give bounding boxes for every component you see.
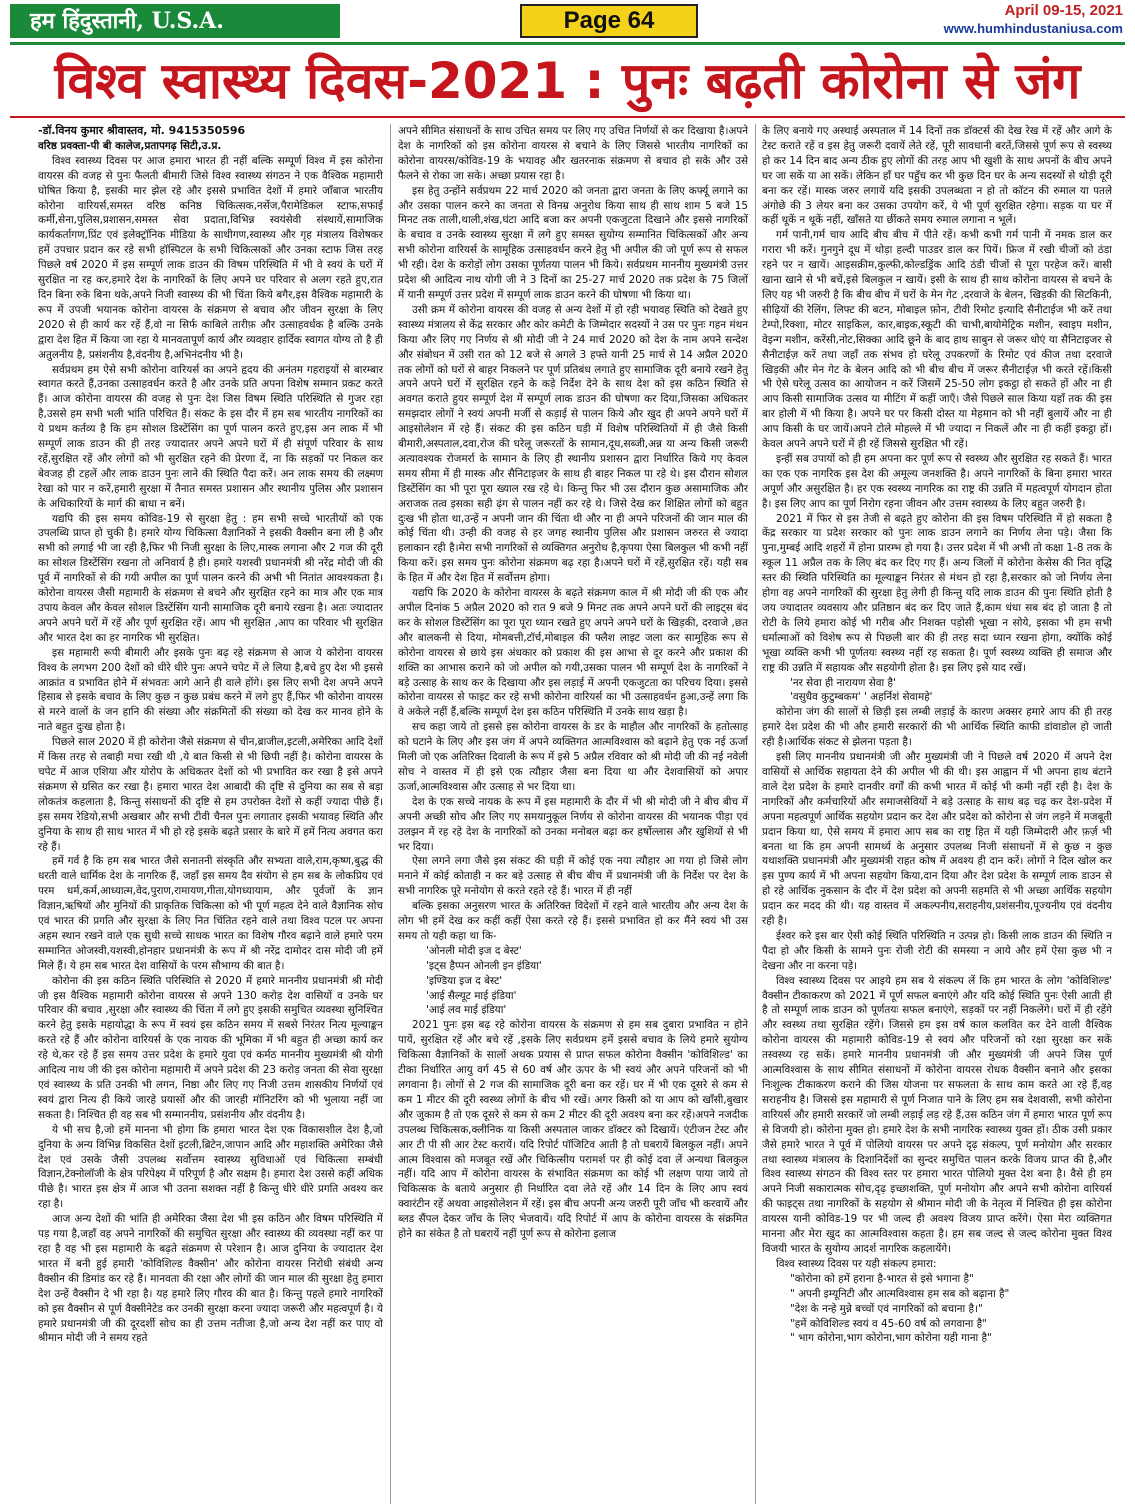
- paragraph: सच कहा जाये तो इससे इस कोरोना वायरस के डर के माहौल और नागरिकों के हतोत्साह को घटाने के लिए और इस जंग में अपने व्यक्तिगत आत्मविश्वास को बढ़ाने हेतु एक नई ऊर्जा मिली जो एक अतिरिक्त दिवाली के रूप में इसे 5 अप्रैल रविवार को श्री मोदी जी की नई नवेली सोच ने वास्तव में ही इसे एक त्यौहार जैसा बना दिया था और देशवासियों को अपार ऊर्जा,आत्मविश्वास और उत्साह से भर दिया था।: [398, 721, 748, 793]
- article-headline: विश्व स्वास्थ्य दिवस-2021 : पुनः बढ़ती कोरोना से जंग: [54, 52, 1081, 110]
- slogan-quote: "हमें कोविशिल्ड स्वयं व 45-60 वर्ष को लगवाना है": [790, 1317, 987, 1330]
- paragraph: विश्व स्वास्थ्य दिवस पर आइये हम सब ये संकल्प लें कि हम भारत के लोग 'कोविशिल्ड' वैक्सीन टीकाकरण को 2021 में पूर्ण सफल बनाएंगे और यदि कोई स्थिति पुनः ऐसी आती ही है तो सम्पूर्ण लाक डाउन को पूर्णतयः सफल बनाएंगे, सड़कों पर नहीं निकलेंगे। घरों में ही रहेंगे और स्वस्थ्य तथा सुरक्षित रहेंगे। जिससे हम इस वर्ष काल कलवित कर देने वाली वैश्विक कोरोना वायरस की महामारी कोविड-19 से स्वयं और परिजनों को रक्षा सुरक्षा कर सकें तस्वस्थ्य रह सकें। हमारे माननीय प्रधानमंत्री जी और मुख्यमंत्री जी अपने जिस पूर्ण आत्मविश्वास के साथ सीमित संसाधनों में कोरोना वायरस रोधक वैक्सीन बनाने और इसका निःशुल्क टीकाकरण कराने की जिस योजना पर सफलता के साथ काम करते आ रहे हैं,वह सराहनीय है। जिससे इस महामारी से पूर्ण निजात पाने के लिए हम सब देशवासी, सभी कोरोना वारियर्स और हमारी सरकारें जो लम्बी लड़ाई लड़ रहे हैं,उस कठिन जंग में हमारा भारत पूर्ण रूप से विजयी हो। कोरोना मुक्त हो। हमारे देश के सभी नागरिक स्वास्थ्य युक्त हों। ठीक उसी प्रकार जैसे हमारे भारत ने पूर्व में पोलियो वायरस पर अपने दृढ़ संकल्प, पूर्ण मनोयोग और सरकार तथा स्वास्थ्य मंत्रालय के दिशानिर्देशों का सुन्दर समुचित पालन करके विजय प्राप्त की है,और विश्व स्वास्थ्य संगठन की विश्व स्तर पर हमारा भारत पोलियो मुक्त देश बना है। वैसे ही हम अपने निजी सकारात्मक सोच,दृढ़ इच्छाशक्ति, पूर्ण मनोयोग और अपने सभी कोरोना वारियर्स की फाइट्स तथा नागरिकों के सहयोग से श्रीमान मोदी जी के नेतृत्व में निश्चित ही इस कोरोना वायरस यानी कोविड-19 पर भी जल्द ही अवश्य विजय प्राप्त करेंगे। ऐसा मेरा व्यक्तिगत मानना और मेरा खुद का आत्मविश्वास कहता है। हम सब जल्द से जल्द कोरोना मुक्त विश्व विजयी भारत के सुयोग्य आदर्श नागरिक कहलायेंगे।: [762, 974, 1112, 1255]
- slogan-quote: 'आई सैल्यूट माई इंडिया': [426, 989, 517, 1002]
- column-divider: [755, 124, 756, 1504]
- masthead-logo: हम हिंदुस्तानी, U.S.A.: [10, 4, 340, 38]
- paragraph: इस महामारी रूपी बीमारी और इसके पुनः बढ़ रहे संक्रमण से आज ये कोरोना वायरस विश्व के लगभग 200 देशों को धीरे धीरे पुनः अपने चपेट में ले लिया है,बचे हुए देश भी इससे आक्रांत व प्रभावित होने में संभवतः आगे आने ही वाले होंगे। इस लिए सभी देश अपने अपने हिसाब से इसके बचाव के लिए कुछ न कुछ प्रबंध करने में लगे हुए हैं,फिर भी कोरोना वायरस से मरने वालों के जन हानि की संख्या और संक्रमितों की संख्या को देख कर मानव होने के नाते बहुत दुःख होता है।: [38, 646, 383, 734]
- article-column-1: [38, 124, 383, 1504]
- slogan-quote: "देश के नन्हे मुन्ने बच्चों एवं नागरिकों को बचाना है।": [790, 1302, 983, 1315]
- slogan-quote: 'इण्डिया इज द बेस्ट': [426, 974, 503, 987]
- slogan-quote: " अपनी इम्यूनिटी और आत्मविश्वास हम सब को बढ़ाना है": [790, 1287, 1010, 1300]
- slogan-quote: 'नर सेवा ही नारायण सेवा है': [790, 676, 896, 689]
- paragraph: इस हेतु उन्होंने सर्वप्रथम 22 मार्च 2020 को जनता द्वारा जनता के लिए कर्फ्यू लगाने का और उसका पालन करने का जनता से विनम्र अनुरोध किया साथ ही साथ शाम 5 बजे 15 मिनट तक ताली,थाली,शंख,घंटा आदि बजा कर अपनी एकजुटता दिखाने और इससे नागरिकों के बचाव व उनके स्वास्थ्य सुरक्षा में लगे हुए समस्त सुयोग्य सम्मानित चिकित्सकों और अन्य सभी कोरोना वारियर्स के सामूहिक उत्साहवर्धन करने हेतु भी अपील की जो पूर्ण रूप से सफल भी रही। देश के करोड़ों लोग उसका पूर्णतया पालन भी किये। सर्वप्रथम माननीय मुख्यमंत्री उत्तर प्रदेश श्री आदित्य नाथ योगी जी ने 3 दिनों का 25-27 मार्च 2020 तक प्रदेश के 75 जिलों में यानी सम्पूर्ण उत्तर प्रदेश में सम्पूर्ण लाक डाउन करने की घोषणा भी किया था।: [398, 184, 748, 301]
- slogan-quote: 'आई लव माई इंडिया': [426, 1004, 507, 1017]
- paragraph: 2021 में फिर से इस तेजी से बढ़ते हुए कोरोना की इस विषम परिस्थिति में हो सकता है केंद्र सरकार या प्रदेश सरकार को पुनः लाक डाउन लगाने का निर्णय लेना पड़े। जैसा कि पुना,मुम्बई आदि शहरों में होना प्रारम्भ हो गया है। उत्तर प्रदेश में भी अभी तो कक्षा 1-8 तक के स्कूल 11 अप्रैल तक के लिए बंद कर दिए गए हैं। अन्य जिलों में कोरोना केसेस की नित वृद्धि स्तर की स्थिति परिस्थिति का मूल्याङ्कन निरंतर से मंथन हो रहा है,सरकार को जो निर्णय लेना होगा वह अपने नागरिकों की सुरक्षा हेतु लेगी ही किन्तु यदि लाक डाउन की पुनः स्थिति होती है जय ज्यादातर व्यवसाय और प्रतिष्ठान बंद कर दिए जाते हैं,काम धंधा सब बंद हो जाता है तो रोटी के लिये हमारा कोई भी गरीब और निशक्त पड़ोसी भूखा न सोये, इसका भी हम सभी धर्मात्माओं को विशेष रूप से पिछली बार की ही तरह सदा ध्यान रखना होगा, क्योंकि कोई भूखा व्यक्ति कभी भी पूर्णतयः स्वस्थ्य नहीं रह सकता है। पूर्ण स्वस्थ्य व्यक्ति ही समाज और राष्ट्र की उन्नति में सहायक और सहयोगी होता है। इस लिए इसे याद रखें।: [762, 512, 1112, 674]
- paragraph: सर्वप्रथम हम ऐसे सभी कोरोना वारियर्स का अपने हृदय की अनंतम गहराइयों से बारम्बार स्वागत करते हैं,उनका उत्साहवर्धन करते है और उनके प्रति अपना विशेष सम्मान प्रकट करते हैं। आज कोरोना वायरस की वजह से पुनः देश जिस विषम स्थिति परिस्थिति से गुजर रहा है,उससे हम सभी भली भांति परिचित हैं। संकट के इस दौर में हम सब भारतीय नागरिकों का ये प्रथम कर्तव्य है कि हम सोशल डिस्टेंसिंग का पूर्ण पालन करते हुए,इस अन लाक में भी सम्पूर्ण लाक डाउन की ही तरह ज्यादातर अपने अपने घरों में ही संपूर्ण परिवार के साथ रहें,सुरक्षित रहें और लोगों को भी सुरक्षित रहने की प्रेरणा दें, ना कि सड़कों पर निकल कर बेवजह ही टहलें और लाक डाउन पुनः लाने की स्थिति पैदा करें। अन लाक समय की लक्ष्मण रेखा को पार न करें,हमारी सुरक्षा में तैनात समस्त प्रशासन और स्थानीय पुलिस और प्रशासन के अधिकारियों के मार्ग की बाधा न बनें।: [38, 363, 383, 510]
- paragraph: विश्व स्वास्थ्य दिवस पर आज हमारा भारत ही नहीं बल्कि सम्पूर्ण विश्व में इस कोरोना वायरस की वजह से पुनः फैलती बीमारी जिसे विश्व स्वास्थ्य संगठन ने एक वैश्विक महामारी घोषित किया है, इसकी मार झेल रहे और इससे प्रभावित देशों में हमारे जाँबाज भारतीय कोरोना वारियर्स,समस्त वरिष्ठ कनिष्ठ चिकित्सक,नर्सेज,पैरामेडिकल स्टाफ,सफाई कर्मी,सेना,पुलिस,प्रशासन,समस्त सेवा प्रदाता,विभिन्न स्वयंसेवी संस्थायें,सामाजिक कार्यकर्तागण,प्रिंट एवं इलेक्ट्रॉनिक मीडिया के साथीगण,स्वास्थ्य और गृह मंत्रालय विशेषकर हमें उपचार प्रदान कर रहे सभी हॉस्पिटल के सभी चिकित्सकों और उनका स्टाफ जिस तरह पिछले वर्ष 2020 में इस सम्पूर्ण लाक डाउन की विषम परिस्थिति में भी वे स्वयं के घरों में सुरक्षित ना रह कर,हमारे देश के नागरिकों के लिए अपने घर परिवार से अलग रहते हुए,रात दिन बिना रुके बिना थके,अपने निजी स्वास्थ्य की भी चिंता किये बगैर,इस वैश्विक महामारी के रूप में उपजी भयानक कोरोना वायरस के संक्रमण से बचाव और जीवन सुरक्षा के लिए 2020 से ही कार्य कर रहें हैं,वो ना सिर्फ काबिले तारीफ़ और उत्साहवर्धक है बल्कि उनके द्वारा देश हित में किया जा रहा ये मानवतापूर्ण कार्य और व्यवहार हार्दिक स्वागत योग्य तो है ही अतुलनीय है, प्रसंशनीय है,वंदनीय है,अभिनंदनीय भी है।: [38, 154, 383, 361]
- paragraph: उसी क्रम में कोरोना वायरस की वजह से अन्य देशों में हो रही भयावह स्थिति को देखते हुए स्वास्थ्य मंत्रालय से केंद्र सरकार और कोर कमेटी के जिम्मेदार सदस्यों ने उस पर पुनः गहन मंथन किया और लिए गए निर्णय से श्री मोदी जी ने 24 मार्च 2020 को देश के नाम अपने सन्देश और संबोधन में उसी रात को 12 बजे से अगले 3 हफ्ते यानी 25 मार्च से 14 अप्रैल 2020 तक लोगों को घरों से बाहर निकलने पर पूर्ण प्रतिबंध लगाते हुए सामाजिक दूरी बनाये रखने हेतु अपने अपने घरों में सुरक्षित रहने के कड़े निर्देश देने के साथ देश को इस कठिन स्थिति से अवगत कराते हुयर सम्पूर्ण देश में सम्पूर्ण लाक डाउन की घोषणा कर दिया,जिसका अधिकतर समझदार लोगों ने स्वयं अपनी मर्जी से कड़ाई से पालन किये और खुद ही अपने अपने घरों में आइसोलेशन में रहे हैं। संकट की इस कठिन घड़ी में विशेष परिस्थितियों में ही जैसे किसी बीमारी,अस्पताल,दवा,रोज की घरेलू जरूरतों के सामान,दूध,सब्जी,अन्न या अन्य किसी जरूरी अत्यावश्यक रोजमर्रा के सामान के लिए ही स्थानीय प्रशासन द्वारा निर्धारित किये गए केवल समय सीमा में ही मास्क और सैनिटाइजर के साथ ही बाहर निकल पा रहे थे। इस दौरान सोशल डिस्टेंसिंग का भी पूरा पूरा ख्याल रख रहे थे। किन्तु फिर भी उस दौरान कुछ असामाजिक और अराजक तत्व इसका सही ढ़ंग से पालन नहीं कर रहे थे। जिसे देख कर शिक्षित लोगों को बहुत दुःख भी होता था,उन्हें न अपनी जान की चिंता थी और ना ही अपने परिजनों की जान माल की कोई चिंता थी। उन्ही की वजह से हर जगह स्थानीय पुलिस और प्रशासन जरुरत से ज्यादा हलाकान रही है।मेरा सभी नागरिकों से व्यक्तिगत अनुरोध है,कृपया ऐसा बिलकुल भी कभी नहीं किया करें। इस समय पुनः कोरोना संक्रमण बढ़ रहा है।अपने घरों में रहें,सुरक्षित रहें। यही सब के हित में और देश हित में सर्वोत्तम होगा।: [398, 303, 748, 585]
- paragraph: देश के एक सच्चे नायक के रूप में इस महामारी के दौर में भी श्री मोदी जी ने बीच बीच में अपनी अच्छी सोच और लिए गए समयानुकूल निर्णय से कोरोना वायरस की भयानक पीड़ा एवं उलझन में रह रहे देश के नागरिकों को उनका मनोबल बढ़ा कर हर्षोल्लास और खुशियों से भी भर दिया।: [398, 795, 748, 853]
- paragraph: कोरोना जंग की सालों से छिड़ी इस लम्बी लड़ाई के कारण अक्सर हमारे आप की ही तरह हमारे देश प्रदेश की भी और हमारी सरकारों की भी आर्थिक स्थिति काफी डांवाडोल हो जाती रही है।आर्थिक संकट से झेलना पड़ता है।: [762, 706, 1112, 749]
- page-number-badge: Page 64: [520, 4, 698, 38]
- slogan-quote: 'इट्स हैप्पन ओनली इन इंडिया': [426, 959, 542, 972]
- paragraph: आज अन्य देशों की भांति ही अमेरिका जैसा देश भी इस कठिन और विषम परिस्थिति में पड़ गया है,जहाँ वह अपने नागरिकों की समुचित सुरक्षा और स्वास्थ्य की व्यवस्था नहीं कर पा रहा है वह भी इस महामारी के बढ़ते संक्रमण से परेशान है। आज दुनिया के ज्यादातर देश भारत में बनी हुई हमारी 'कोविशिल्ड वैक्सीन' और कोरोना वायरस निरोधी संबंधी अन्य वैक्सीन की डिमांड कर रहे हैं। मानवता की रक्षा और लोगों की जान माल की सुरक्षा हेतु हमारा देश उन्हें वैक्सीन दे भी रहा है। यह हमारे लिए गौरव की बात है। किन्तु पहले हमारे नागरिकों को इस वैक्सीन से पूर्ण वैक्सीनेटेड कर उनकी सुरक्षा करना ज्यादा जरूरी और महत्वपूर्ण है। ये हमारे प्रधानमंत्री जी की दूरदर्शी सोच का ही उत्तम नतीजा है,जो अन्य देश नहीं कर पाए वो श्रीमान मोदी जी ने समय रहते: [38, 1213, 383, 1345]
- paragraph: ऐसा लगने लगा जैसे इस संकट की घड़ी में कोई एक नया त्यौहार आ गया हो जिसे लोग मनाने में कोई कोताही न कर बड़े उत्साह से बीच बीच में प्रधानमंत्री जी के निर्देश पर देश के सभी नागरिक पूरे मनोयोग से करते रहते रहे हैं। भारत में ही नहीं: [398, 855, 748, 898]
- paragraph: ईश्वर करे इस बार ऐसी कोई स्थिति परिस्थिति न उत्पन्न हो। किसी लाक डाउन की स्थिति न पैदा हो और किसी के सामने पुनः रोजी रोटी की समस्या न आये और हमें ऐसा कुछ भी न देखना और ना करना पड़े।: [762, 929, 1112, 972]
- paragraph: इन्हीं सब उपायों को ही हम अपना कर पूर्ण रूप से स्वस्थ्य और सुरक्षित रह सकते हैं। भारत का एक एक नागरिक इस देश की अमूल्य जनशक्ति है। अपने नागरिकों के बिना हमारा भारत अपूर्ण और असुरक्षित है। हर एक स्वस्थ्य नागरिक का राष्ट्र की उन्नति में महत्वपूर्ण योगदान होता है। इस लिए आप का पूर्ण निरोग रहना जीवन और उत्तम स्वास्थ्य के लिए बहुत जरुरी है।: [762, 452, 1112, 510]
- paragraph: हमें गर्व है कि हम सब भारत जैसे सनातनी संस्कृति और सभ्यता वाले,राम,कृष्ण,बुद्ध की धरती वाले धार्मिक देश के नागरिक हैं, जहाँ इस समय दैव संयोग से हम सब के लोकप्रिय एवं परम धर्म,कर्म,आध्यात्म,वेद,पुराण,रामायण,गीता,योगध्यायाम, और पूर्वजों के ज्ञान विज्ञान,ऋषियों और मुनियों की प्राकृतिक चिकित्सा को भी पूर्ण महत्व देने वाले वैज्ञानिक सोच एवं भारत की प्रगति और सुरक्षा के लिए नित चिंतित रहने वाले तथा विश्व पटल पर अपना अहम स्थान रखने वाले एक सुधी सच्चे साधक भारत का विशेष गौरव बढ़ाने वाले हमारे परम सम्मानित ओजस्वी,यशस्वी,होनहार प्रधानमंत्री के रूप में श्री नरेंद्र दामोदर दास मोदी जी हमें मिले हैं। ये हम सब भारत देश वासियों के परम सौभाग्य की बात है।: [38, 855, 383, 972]
- header-divider: [10, 42, 1125, 45]
- paragraph: बल्कि इसका अनुसरण भारत के अतिरिक्त विदेशों में रहने वाले भारतीय और अन्य देश के लोग भी हमें देख कर कहीं कहीं ऐसा करते रहे हैं। इससे प्रभावित हो कर मैंने स्वयं भी उस समय तो यही कहा था कि-: [398, 900, 748, 942]
- paragraph: के लिए बनाये गए अस्थाई अस्पताल में 14 दिनों तक डॉक्टर्स की देख रेख में रहें और आगे के टेस्ट कराते रहें व इस हेतु जरूरी दवायें लेते रहें, पूरी सावधानी बरतें,जिससे पूर्ण रूप से स्वस्थ्य हो कर 14 दिन बाद अन्य ठीक हुए लोगों की तरह आप भी खुशी के साथ अपनों के बीच अपने घर जा सकें या आ सकें। लेकिन हाँ घर पहुँच कर भी कुछ दिन घर के अन्य सदस्यों से थोड़ी दूरी बना कर रहें। मास्क जरुर लगायें यदि इसकी उपलब्धता न हो तो कॉटन की रुमाल या पतले अंगोछे की 3 लेयर बना कर उसका उपयोग करें, ये भी पूर्ण सुरक्षित रहेगा। सड़क या घर में कहीं थूकें न थूकें नहीं, खाँसते या छींकते समय रुमाल लगाना न भूलें।: [762, 125, 1112, 227]
- paragraph: इसी लिए माननीय प्रधानमंत्री जी और मुख्यमंत्री जी ने पिछले वर्ष 2020 में अपने देश वासियों से आर्थिक सहायता देने की अपील भी की थी। इस आह्वान में भी अपना हाथ बंटाने वाले देश प्रदेश के हमारे दानवीर वर्गों की कभी भारत में कोई भी कमी नहीं रही है। देश के नागरिकों और कर्मचारियों और समाजसेवियों ने बड़े उत्साह के साथ बढ़ चढ़ कर देश-प्रदेश में अपना महत्वपूर्ण आर्थिक सहयोग प्रदान कर देश और प्रदेश को कोरोना से जंग लड़ने में मजबूती प्रदान किया था, ऐसे समय में हमारा आप सब का राष्ट्र हित में यही जिम्मेदारी और फ़र्ज़ भी बनता था कि हम अपनी सामर्थ्य के अनुसार उपलब्ध निजी संसाधनों में से कुछ न कुछ यथाशक्ति प्रधानमंत्री और मुख्यमंत्री राहत कोष में अवश्य ही दान करें। लोगों ने दिल खोल कर इस पुण्य कार्य में भी अपना सहयोग किया,दान दिया और देश प्रदेश के सम्पूर्ण लाक डाउन से हो रहे आर्थिक नुकसान के दौर में देश प्रदेश को अपनी सहमति से भी अच्छा आर्थिक सहयोग प्रदान कर मदद की थी। यह वास्तव में अकल्पनीय,सराहनीय,प्रशंसनीय,पूज्यनीय एवं वंदनीय रही है।: [762, 751, 1112, 928]
- slogan-quote: " भाग कोरोना,भाग कोरोना,भाग कोरोना यही गाना है": [790, 1332, 992, 1345]
- article-column-3: [762, 124, 1112, 1504]
- paragraph: 2021 पुनः इस बढ़ रहे कोरोना वायरस के संक्रमण से हम सब दुबारा प्रभावित न होने पायें, सुरक्षित रहें और बचे रहें ,इसके लिए सर्वप्रथम हमें इससे बचाव के लिये हमारे सुयोग्य चिकित्सा वैज्ञानिकों के सालों अथक प्रयास से प्राप्त सफल कोरोना वैक्सीन 'कोविशिल्ड' का टीका निर्धारित आयु वर्ग 45 से 60 वर्ष और ऊपर के भी स्वयं और अपने परिजनों को भी लगवाना है। लोगों से 2 गज की सामाजिक दूरी बना कर रहें। घर में भी एक दूसरे से कम से कम 1 मीटर की दूरी स्वस्थ्य लोगों के बीच भी रखें। अगर किसी को या आप को खाँसी,बुखार और जुकाम है तो एक दूसरे से कम से कम 2 मीटर की दूरी अवश्य बना कर रहें।अपने नजदीक उपलब्ध चिकित्सक,क्लीनिक या किसी अस्पताल जाकर डॉक्टर को दिखायें। एंटीजन टेस्ट और आर टी पी सी आर टेस्ट करायें। यदि रिपोर्ट पॉजिटिव आती है तो घबरायें बिलकुल नहीं। अपने आत्म विश्वास को मजबूत रखें और चिकित्सीय परामर्श पर ही कोई दवा लें अन्यथा बिलकुल नहीं। यदि आप में कोरोना वायरस के संभावित संक्रमण का कोई भी लक्षण पाया जाये तो चिकित्सक के बताये अनुसार ही निर्धारित दवा लेते रहें और 14 दिन के लिए आप स्वयं क्वारंटीन रहें अथवा आइसोलेशन में रहें। इस बीच अपनी अन्य जरुरी पूरी जाँच भी करवायें और ब्लड सैंपल देकर जाँच के लिए भेजवायें। यदि रिपोर्ट में आप के कोरोना वायरस के संक्रमित होने का संकेत है तो घबरायें नहीं पूर्ण रूप से कोरोना इलाज: [398, 1019, 748, 1241]
- headline-divider: [10, 116, 1125, 118]
- slogan-quote: 'वसुधैव कुटुम्बकम' ' अहर्निशं सेवामहे': [790, 691, 933, 704]
- issue-date: April 09-15, 2021: [1004, 2, 1123, 19]
- author-role: वरिष्ठ प्रवक्ता-पी बी कालेज,प्रतापगढ़ सिटी,उ.प्र.: [38, 139, 222, 152]
- paragraph: यद्यपि कि 2020 के कोरोना वायरस के बढ़ते संक्रमण काल में श्री मोदी जी की एक और अपील दिनांक 5 अप्रैल 2020 को रात 9 बजे 9 मिनट तक अपने अपने घरों की लाइट्स बंद कर के सोशल डिस्टेंसिंग का पूरा पूरा ध्यान रखते हुए अपने अपने घरों के खिड़की, दरवाजे ,छत और बालकनी से दिया, मोमबत्ती,टॉर्च,मोबाइल की फ्लैश लाइट जला कर सामूहिक रूप से कोरोना वायरस से छाये इस अंधकार को प्रकाश की इस आभा से दूर करने और प्रकाश की शक्ति का आभास कराने को जो अपील को गयी,उसका पालन भी सम्पूर्ण देश के नागरिकों ने बड़े उत्साह के साथ कर के दिखाया और इस लड़ाई में अपनी एकजुटता का परिचय दिया। इससे कोरोना वायरस से फाइट कर रहे सभी कोरोना वारियर्स का भी उत्साहवर्धन हुआ,उन्हें लगा कि वे अकेले नहीं हैं,बल्कि सम्पूर्ण देश इस कठिन परिस्थिति में उनके साथ खड़ा है।: [398, 587, 748, 719]
- slogan-quote: 'ओनली मोदी इज द बेस्ट': [426, 944, 522, 957]
- paragraph: पिछले साल 2020 में ही कोरोना जैसे संक्रमण से चीन,ब्राजील,इटली,अमेरिका आदि देशों में किस तरह से तबाही मचा रखी थी ,ये बात किसी से भी छिपी नहीं है। कोरोना वायरस के चपेट में आज एशिया और योरोप के अधिकतर देशों को भी प्रभावित कर रखा है इसे अपने संक्रमण से ग्रसित कर रखा है। हमारा भारत देश आबादी की दृष्टि से दुनिया का सब से बड़ा लोकतंत्र कहलाता है, किन्तु संसाधनों की दृष्टि से हम उपरोक्त देशों से कहीं ज्यादा पीछे हैं। इस समय रेडियो,सभी अखबार और सभी टीवी चैनल पुनः लगातार इसकी भयावह स्थिति और दुनिया के साथ ही साथ भारत में भी हो रहे इसके बढ़ते प्रसार के बारे में हमें नित्य अवगत करा रहे हैं।: [38, 736, 383, 853]
- author-byline: -डॉ.विनय कुमार श्रीवास्तव, मो. 9415350596: [38, 124, 246, 137]
- paragraph: ये भी सच है,जो हमें मानना भी होगा कि हमारा भारत देश एक विकासशील देश है,जो दुनिया के अन्य विभिन्न विकसित देशों इटली,ब्रिटेन,जापान आदि और महाशक्ति अमेरिका जैसे देश एवं उसके जैसी उपलब्ध सर्वोत्तम स्वास्थ्य सुविधाओं एवं चिकित्सा सम्बंधी विज्ञान,टेक्नोलॉजी के क्षेत्र परिपेक्ष्य में परिपूर्ण है और सक्षम है। हमारा देश उससे कहीं अधिक पीछे है। भारत इस क्षेत्र में आज भी उतना सशक्त नहीं है किन्तु धीरे धीरे प्रगति अवश्य कर रहा है।: [38, 1123, 383, 1211]
- paragraph: विश्व स्वास्थ्य दिवस पर यही संकल्प हमारा:: [776, 1257, 937, 1270]
- article-column-2: [398, 124, 748, 1504]
- page-header: [0, 0, 1135, 42]
- website-link[interactable]: www.humhindustaniusa.com: [943, 21, 1123, 36]
- paragraph: गर्म पानी,गर्म चाय आदि बीच बीच में पीते रहें। कभी कभी गर्म पानी में नमक डाल कर गरारा भी करें। गुनगुने दूध में थोड़ा हल्दी पाउडर डाल कर पियें। फ्रिज में रखी चीजों को ठंडा रहने पर न खायें। आइसक्रीम,कुल्फी,कोल्डड्रिंक आदि ठंडी चीजों से पूरा परहेज करें। बासी खाना खाने से भी बचें,इसे बिलकुल न खायें। इसी के साथ ही साथ कोरोना वायरस से बचने के लिए यह भी जरुरी है कि बीच बीच में घरों के मेन गेट ,दरवाजे के बेलन, खिड़की की सिटकिनी, सीढ़ियों की रेलिंग, लिफ्ट की बटन, मोबाइल फ़ोन, टीवी रिमोट इत्यादि सैनीटाईज भी करें तथा टेम्पो,रिक्शा, मोटर साइकिल, कार,बाइक,स्कूटी की चाभी,बायोमेट्रिक मशीन, स्वाइप मशीन, वेइन्ग मशीन, करेंसी,नोट,सिक्का आदि छूने के बाद हाथ साबुन से जरूर धोएं या सैनिटाइजर से सैनीटाईज़ करें तथा जहाँ तक संभव हो घरेलू उपकरणों के रिमोट एवं कीज तथा दरवाजे खिड़की और मेन गेट के बेलन आदि को भी बीच बीच में जरूर सैनीटाईज़ भी करते रहें।किसी भी ऐसे घरेलू उत्सव का आयोजन न करें जिसमें 25-50 लोग इकट्ठा हो सकते हों और ना ही आप किसी सामाजिक उत्सव या मीटिंग में कहीं जाएँ। जैसे पिछले साल किया यहाँ तक की इस बार होली में भी किया है। अपने घर पर किसी दोस्त या मेहमान को भी नहीं बुलायें और ना ही आप किसी के घर जायें।अपने टोले मोहल्ले में भी ज्यादा न निकलें और ना ही कहीं इकट्ठा हों। केवल अपने अपने घरों में ही रहें जिससे सुरक्षित भी रहें।: [762, 229, 1112, 451]
- column-divider: [390, 124, 391, 1504]
- slogan-quote: "कोरोना को हमें हराना है-भारत से इसे भगाना है": [790, 1272, 974, 1285]
- paragraph: कोरोना की इस कठिन स्थिति परिस्थिति से 2020 में हमारे माननीय प्रधानमंत्री श्री मोदी जी इस वैश्विक महामारी कोरोना वायरस से अपने 130 करोड़ देश वासियों व उनके घर परिवार की बचाव ,सुरक्षा और स्वास्थ्य की चिंता में लगे हुए इसकी समुचित व्यवस्था सुनिश्चित करने हेतु इसके महायोद्धा के रूप में स्वयं इस कठिन समय में सबसे निरंतर नित्य मूल्याङ्कन करते रहे हैं और कोरोना वारियर्स के एक नायक की भूमिका में भी बहुत ही अच्छा कार्य कर रहे थे,कर रहे हैं इस समय उत्तर प्रदेश के हमारे युवा एवं कर्मठ माननीय मुख्यमंत्री श्री योगी आदित्य नाथ जी की इस कोरोना महामारी में अपने प्रदेश की 23 करोड़ जनता की सेवा सुरक्षा एवं स्वास्थ्य के प्रति उनकी भी लगन, निष्ठा और लिए गए निजी उत्तम शासकीय निर्णयों एवं स्वयं द्वारा नित्य ही किये जारहे प्रयासों और की जारही मॉनिटरिंग को भी भुलाया नहीं जा सकता है। निश्चित ही वह सब भी सम्माननीय, प्रसंशनीय और वंदनीय है।: [38, 974, 383, 1121]
- paragraph: अपने सीमित संसाधनों के साथ उचित समय पर लिए गए उचित निर्णयों से कर दिखाया है।अपने देश के नागरिकों को इस कोरोना वायरस से बचाने के लिए जिससे भारतीय नागरिकों का कोरोना वायरस/कोविड-19 के भयावह और खतरनाक संक्रमण से बचाव हो सके और उसे फैलने से रोका जा सके। अच्छा प्रयास रहा है।: [398, 125, 748, 182]
- paragraph: यद्यपि की इस समय कोविड-19 से सुरक्षा हेतु : हम सभी सच्चे भारतीयों को एक उपलब्धि प्राप्त हो चुकी है। हमारे योग्य चिकित्सा वैज्ञानिकों ने इसकी वैक्सीन बना ली है और सभी को लगाई भी जा रही है,फिर भी निजी सुरक्षा के लिए,मास्क लगाना और 2 गज की दूरी का सोशल डिस्टेंसिंग रखना तो अनिवार्य है ही। हमारे यशस्वी प्रधानमंत्री श्री नरेंद्र मोदी जी की पूर्व में नागरिकों से की गयी अपील का पूर्ण पालन करने की अभी भी नितांत आवश्यकता है। कोरोना वायरस जैसी महामारी के संक्रमण से बचने और सुरक्षित रहने का मात्र और एक मात्र उपाय केवल और केवल सोशल डिस्टेंसिंग यानी सामाजिक दूरी बनाये रखना है। अतः ज्यादातर अपने अपने घरों में रहें और पूर्ण सुरक्षित रहें। आप भी सुरक्षित ,आप का परिवार भी सुरक्षित और भारत देश का हर नागरिक भी सुरक्षित।: [38, 512, 383, 644]
